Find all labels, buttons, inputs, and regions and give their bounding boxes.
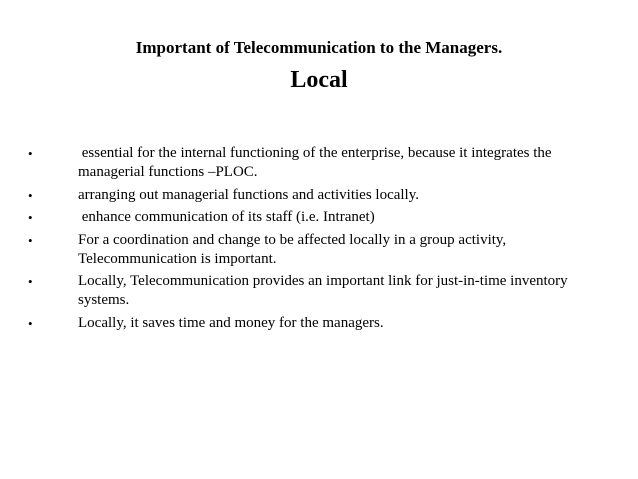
- bullet-text: For a coordination and change to be affected locally in a group activity, Telecommunication is important.: [78, 231, 510, 267]
- bullet-item: [28, 272, 608, 310]
- bullet-icon: •: [28, 315, 33, 331]
- bullet-icon: •: [28, 146, 33, 161]
- bullet-text: essential for the internal functioning of the enterprise, because it integrates the managerial functions –PLOC.: [78, 145, 556, 180]
- bullet-item: [28, 231, 608, 269]
- bullet-text: Locally, it saves time and money for the managers.: [78, 314, 384, 331]
- bullet-icon: •: [28, 232, 33, 248]
- bullet-item: [28, 144, 608, 182]
- bullet-icon: •: [28, 210, 33, 226]
- bullet-text: arranging out managerial functions and activities locally.: [78, 186, 419, 203]
- slide-subtitle: Local: [290, 67, 348, 93]
- bullet-item: [28, 208, 608, 227]
- bullet-text: enhance communication of its staff (i.e. Intranet): [78, 209, 375, 226]
- bullet-item: [28, 186, 608, 205]
- slide-title: Important of Telecommunication to the Managers.: [135, 38, 503, 57]
- bullet-icon: •: [28, 187, 33, 203]
- bullet-list: [28, 144, 608, 337]
- bullet-text: Locally, Telecommunication provides an important link for just-in-time inventory systems.: [78, 273, 572, 309]
- bullet-icon: •: [28, 274, 33, 290]
- bullet-item: [28, 314, 608, 333]
